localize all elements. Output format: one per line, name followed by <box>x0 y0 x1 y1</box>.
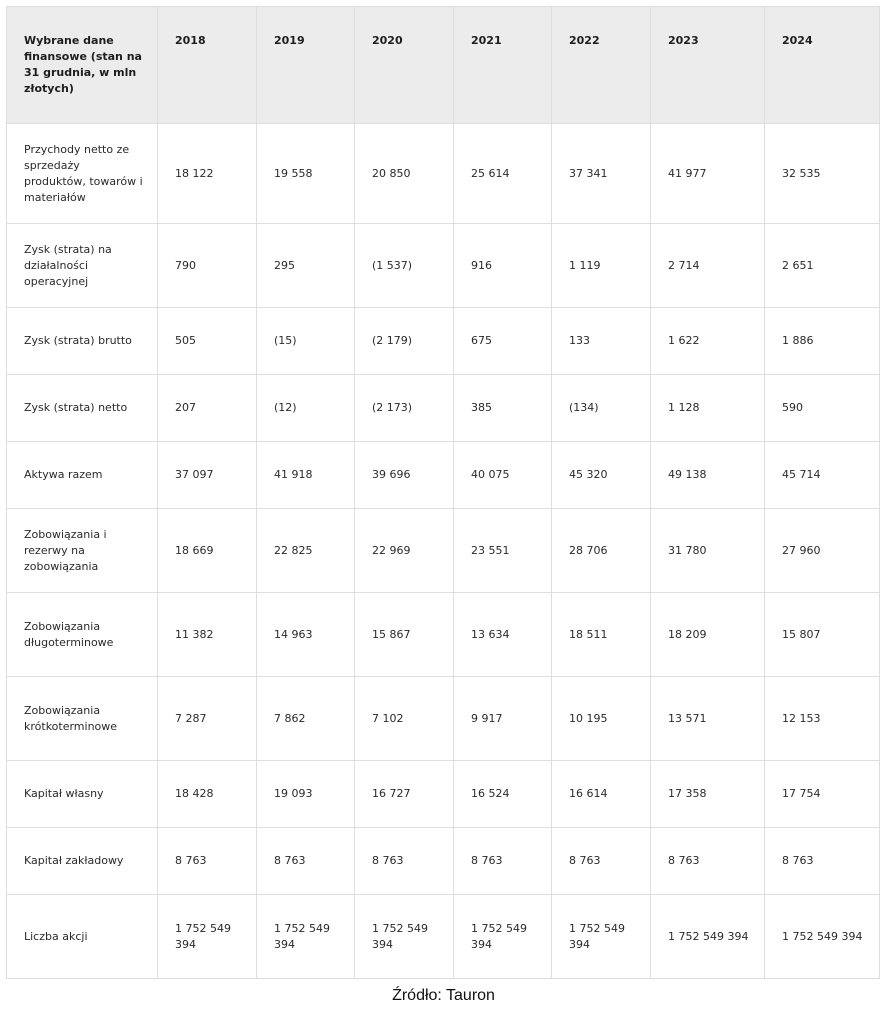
table-row <box>7 593 880 677</box>
value-cell: 32 535 <box>765 124 880 224</box>
row-label-cell: Aktywa razem <box>7 442 158 509</box>
value-cell: 22 969 <box>355 509 454 593</box>
value-cell: 23 551 <box>454 509 552 593</box>
row-label-cell: Liczba akcji <box>7 895 158 979</box>
value-cell: 20 850 <box>355 124 454 224</box>
value-cell: (15) <box>257 308 355 375</box>
value-cell: 45 320 <box>552 442 651 509</box>
table-row <box>7 677 880 761</box>
value-cell: 11 382 <box>158 593 257 677</box>
value-cell: 40 075 <box>454 442 552 509</box>
table-row <box>7 375 880 442</box>
table-row <box>7 308 880 375</box>
row-label-cell: Zysk (strata) na działalności operacyjnej <box>7 224 158 308</box>
value-cell: 13 634 <box>454 593 552 677</box>
value-cell: 17 358 <box>651 761 765 828</box>
value-cell: 18 122 <box>158 124 257 224</box>
value-cell: 10 195 <box>552 677 651 761</box>
value-cell: 41 977 <box>651 124 765 224</box>
table-row <box>7 828 880 895</box>
year-header-cell: 2018 <box>158 7 257 124</box>
value-cell: 25 614 <box>454 124 552 224</box>
value-cell: (134) <box>552 375 651 442</box>
value-cell: 27 960 <box>765 509 880 593</box>
value-cell: 207 <box>158 375 257 442</box>
value-cell: 1 752 549 394 <box>651 895 765 979</box>
value-cell: 8 763 <box>257 828 355 895</box>
value-cell: 1 752 549 394 <box>765 895 880 979</box>
value-cell: 15 807 <box>765 593 880 677</box>
value-cell: 15 867 <box>355 593 454 677</box>
value-cell: 37 341 <box>552 124 651 224</box>
row-label-cell: Zysk (strata) brutto <box>7 308 158 375</box>
value-cell: 7 102 <box>355 677 454 761</box>
row-label-cell: Zobowiązania długoterminowe <box>7 593 158 677</box>
financial-data-table <box>6 6 880 979</box>
year-header-cell: 2019 <box>257 7 355 124</box>
value-cell: 7 287 <box>158 677 257 761</box>
value-cell: 295 <box>257 224 355 308</box>
value-cell: 1 128 <box>651 375 765 442</box>
value-cell: 133 <box>552 308 651 375</box>
value-cell: 12 153 <box>765 677 880 761</box>
value-cell: (1 537) <box>355 224 454 308</box>
year-header-cell: 2024 <box>765 7 880 124</box>
value-cell: 1 752 549 394 <box>552 895 651 979</box>
value-cell: 1 752 549 394 <box>355 895 454 979</box>
value-cell: 19 558 <box>257 124 355 224</box>
year-header-cell: 2022 <box>552 7 651 124</box>
value-cell: (2 173) <box>355 375 454 442</box>
value-cell: 16 614 <box>552 761 651 828</box>
table-row <box>7 224 880 308</box>
value-cell: 8 763 <box>765 828 880 895</box>
value-cell: 18 209 <box>651 593 765 677</box>
table-row <box>7 761 880 828</box>
value-cell: 49 138 <box>651 442 765 509</box>
value-cell: 8 763 <box>454 828 552 895</box>
value-cell: 505 <box>158 308 257 375</box>
value-cell: 2 714 <box>651 224 765 308</box>
value-cell: 45 714 <box>765 442 880 509</box>
row-label-cell: Zobowiązania i rezerwy na zobowiązania <box>7 509 158 593</box>
value-cell: 1 886 <box>765 308 880 375</box>
value-cell: 2 651 <box>765 224 880 308</box>
value-cell: 790 <box>158 224 257 308</box>
financial-data-table-container <box>6 6 879 978</box>
table-header-row <box>7 7 880 124</box>
value-cell: 16 524 <box>454 761 552 828</box>
value-cell: (2 179) <box>355 308 454 375</box>
row-label-cell: Kapitał zakładowy <box>7 828 158 895</box>
value-cell: 16 727 <box>355 761 454 828</box>
value-cell: 1 752 549 394 <box>257 895 355 979</box>
value-cell: 13 571 <box>651 677 765 761</box>
value-cell: 41 918 <box>257 442 355 509</box>
value-cell: 31 780 <box>651 509 765 593</box>
value-cell: 8 763 <box>552 828 651 895</box>
header-label-cell: Wybrane dane finansowe (stan na 31 grudnia, w mln złotych) <box>7 7 158 124</box>
value-cell: 14 963 <box>257 593 355 677</box>
table-row <box>7 442 880 509</box>
value-cell: 1 752 549 394 <box>454 895 552 979</box>
value-cell: 18 669 <box>158 509 257 593</box>
value-cell: 39 696 <box>355 442 454 509</box>
value-cell: 22 825 <box>257 509 355 593</box>
value-cell: 385 <box>454 375 552 442</box>
source-caption: Źródło: Tauron <box>392 987 495 1004</box>
value-cell: 17 754 <box>765 761 880 828</box>
value-cell: 8 763 <box>651 828 765 895</box>
year-header-cell: 2020 <box>355 7 454 124</box>
value-cell: 1 752 549 394 <box>158 895 257 979</box>
value-cell: 916 <box>454 224 552 308</box>
value-cell: 18 511 <box>552 593 651 677</box>
table-row <box>7 509 880 593</box>
year-header-cell: 2021 <box>454 7 552 124</box>
value-cell: 590 <box>765 375 880 442</box>
table-row <box>7 895 880 979</box>
value-cell: 28 706 <box>552 509 651 593</box>
row-label-cell: Zobowiązania krótkoterminowe <box>7 677 158 761</box>
value-cell: 9 917 <box>454 677 552 761</box>
value-cell: 37 097 <box>158 442 257 509</box>
value-cell: 1 622 <box>651 308 765 375</box>
value-cell: (12) <box>257 375 355 442</box>
year-header-cell: 2023 <box>651 7 765 124</box>
table-row <box>7 124 880 224</box>
value-cell: 7 862 <box>257 677 355 761</box>
value-cell: 8 763 <box>158 828 257 895</box>
value-cell: 1 119 <box>552 224 651 308</box>
value-cell: 18 428 <box>158 761 257 828</box>
row-label-cell: Przychody netto ze sprzedaży produktów, towarów i materiałów <box>7 124 158 224</box>
row-label-cell: Zysk (strata) netto <box>7 375 158 442</box>
value-cell: 675 <box>454 308 552 375</box>
value-cell: 19 093 <box>257 761 355 828</box>
row-label-cell: Kapitał własny <box>7 761 158 828</box>
value-cell: 8 763 <box>355 828 454 895</box>
